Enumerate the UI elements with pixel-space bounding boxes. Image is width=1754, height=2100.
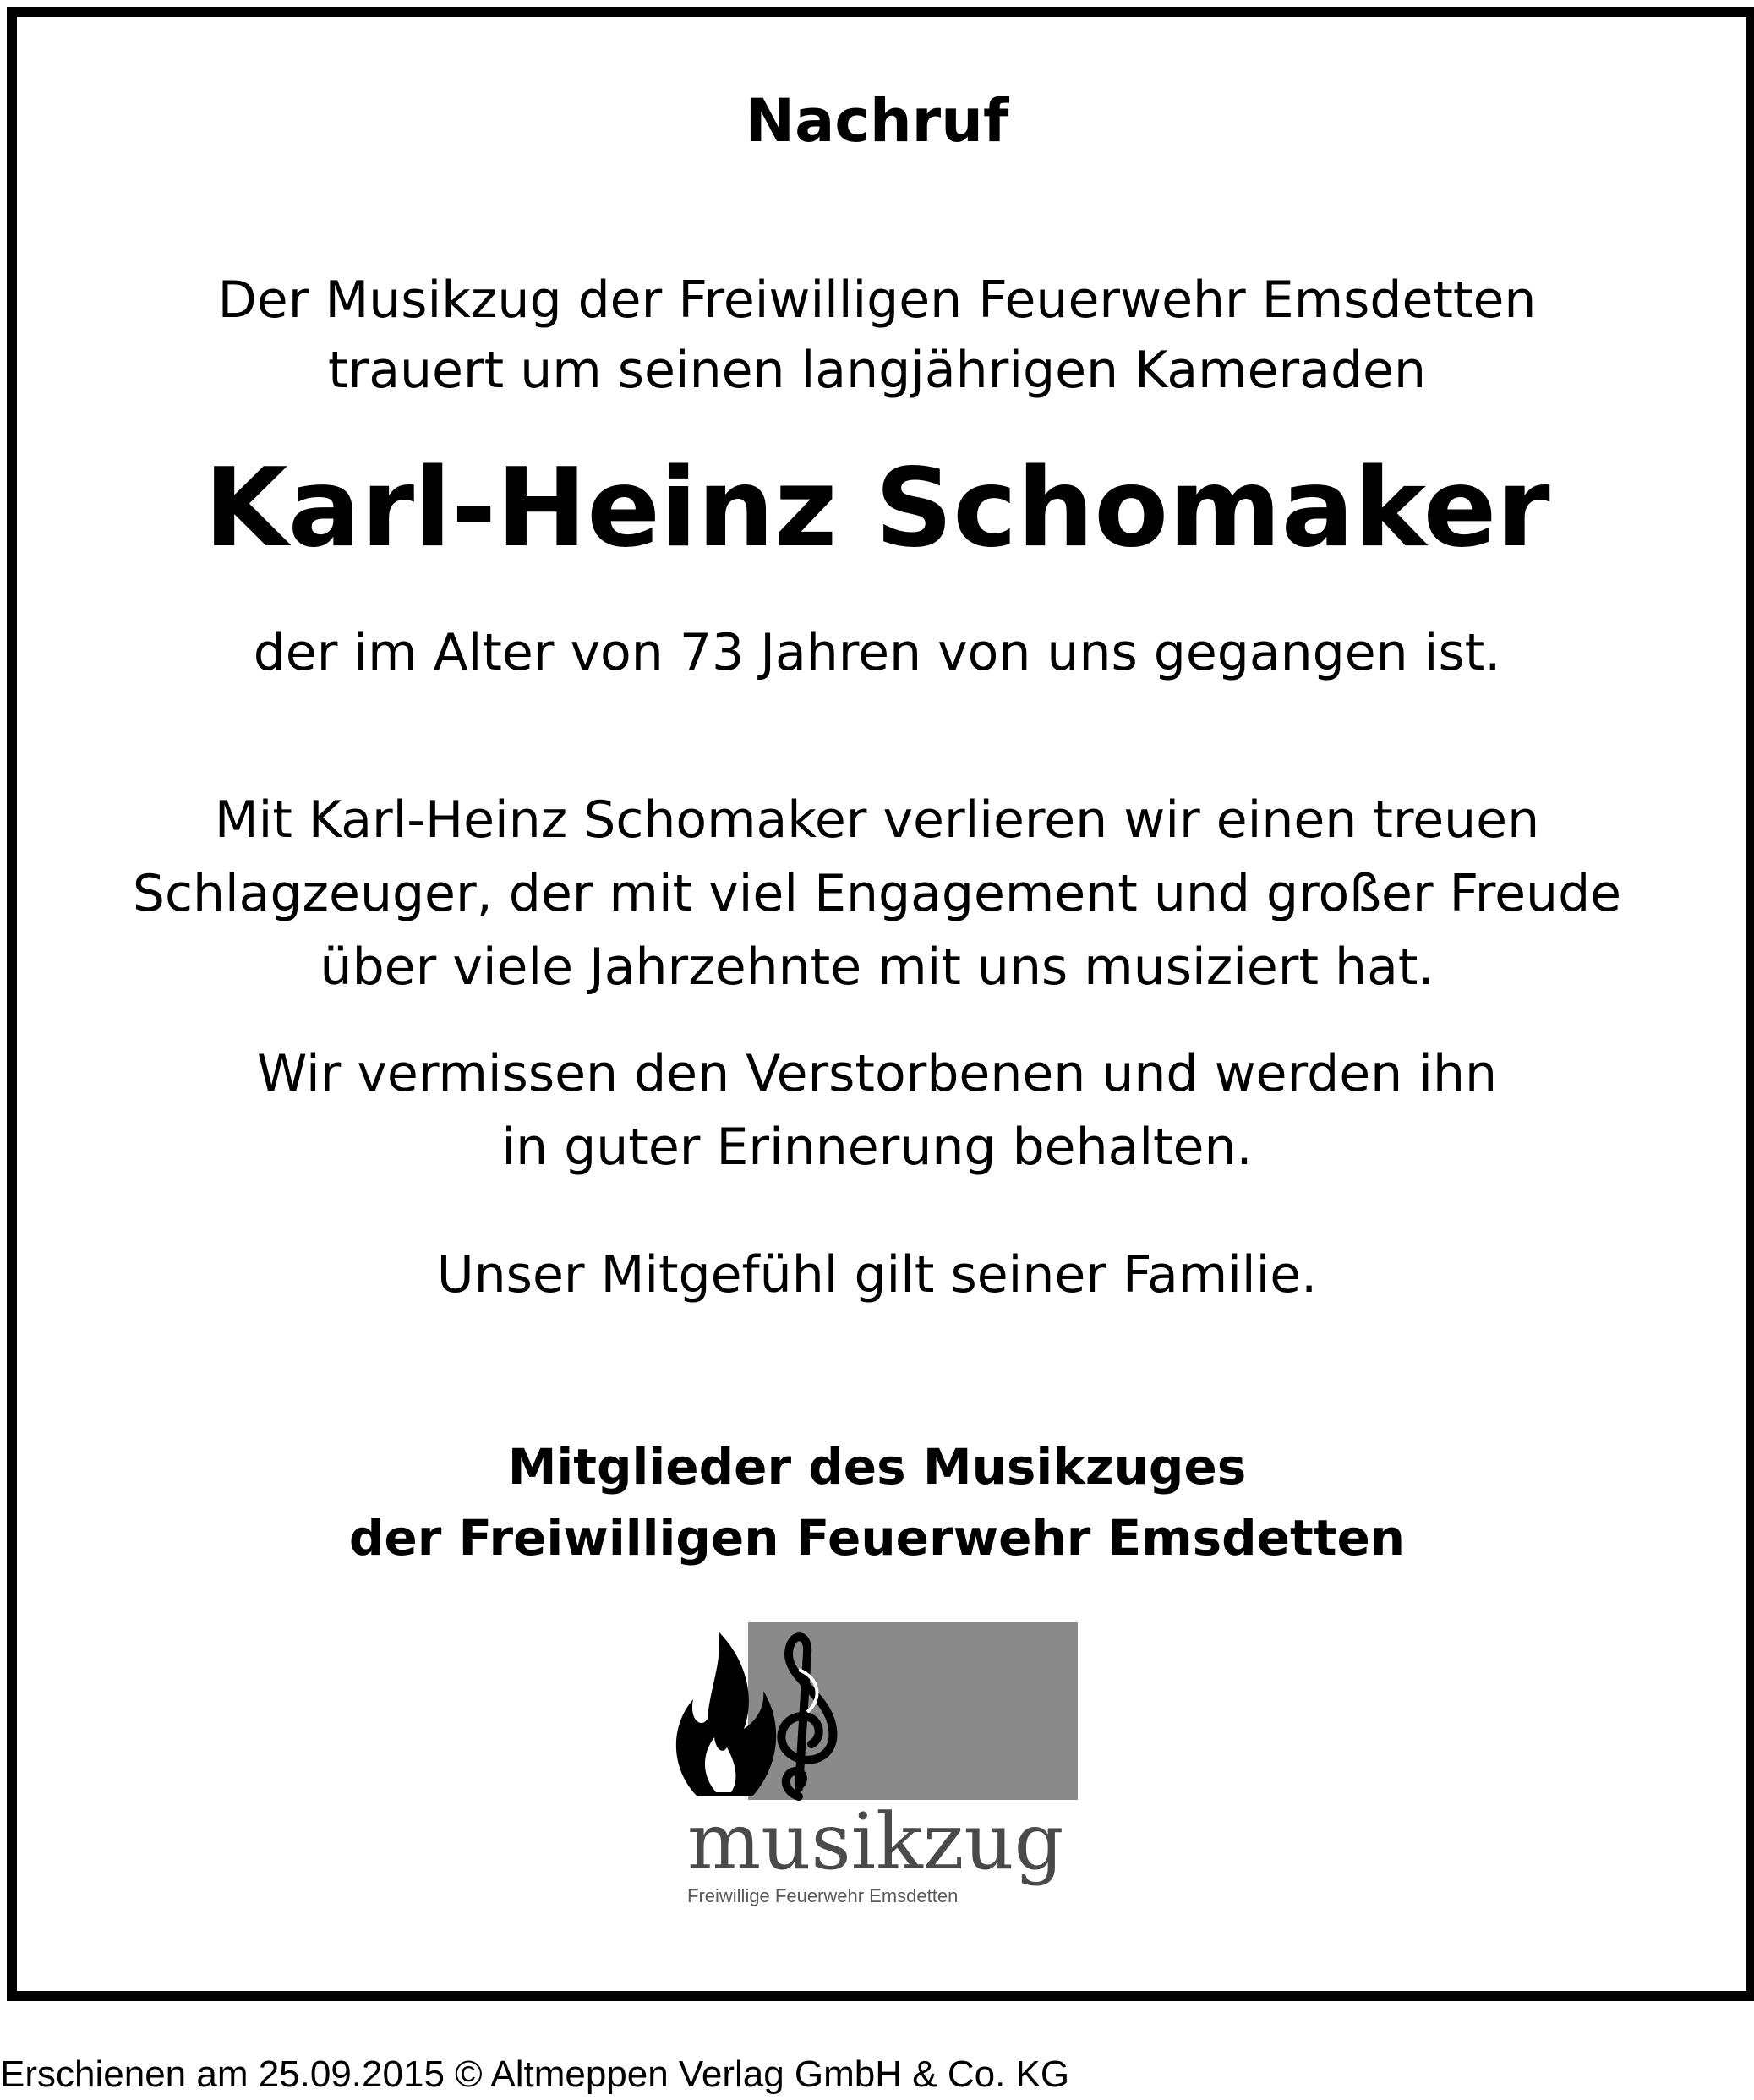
publication-footer: Erschienen am 25.09.2015 © Altmeppen Verlag GmbH & Co. KG	[0, 2054, 1070, 2095]
intro-line-2: trauert um seinen langjährigen Kameraden	[328, 341, 1426, 400]
logo-tagline: Freiwillige Feuerwehr Emsdetten	[687, 1885, 959, 1906]
age-line: der im Alter von 73 Jahren von uns gegangen ist.	[253, 623, 1501, 682]
signature-line-1: Mitglieder des Musikzuges	[507, 1438, 1247, 1496]
signature-line-2: der Freiwilligen Feuerwehr Emsdetten	[348, 1509, 1406, 1567]
logo-wordmark: musikzug	[687, 1796, 1064, 1887]
musikzug-logo	[672, 1619, 1082, 1911]
tribute-line-1: Mit Karl-Heinz Schomaker verlieren wir einen treuen	[214, 790, 1540, 850]
memory-line-1: Wir vermissen den Verstorbenen und werden ihn	[256, 1044, 1497, 1103]
sympathy-line: Unser Mitgefühl gilt seiner Familie.	[436, 1245, 1318, 1304]
deceased-name: Karl-Heinz Schomaker	[204, 446, 1550, 571]
tribute-line-3: über viele Jahrzehnte mit uns musiziert hat.	[320, 938, 1434, 997]
notice-title: Nachruf	[745, 86, 1009, 156]
intro-line-1: Der Musikzug der Freiwilligen Feuerwehr Emsdetten	[217, 271, 1537, 330]
flame-treble-clef-icon	[672, 1619, 1082, 1911]
memory-line-2: in guter Erinnerung behalten.	[501, 1118, 1253, 1177]
tribute-line-2: Schlagzeuger, der mit viel Engagement und großer Freude	[132, 864, 1622, 923]
